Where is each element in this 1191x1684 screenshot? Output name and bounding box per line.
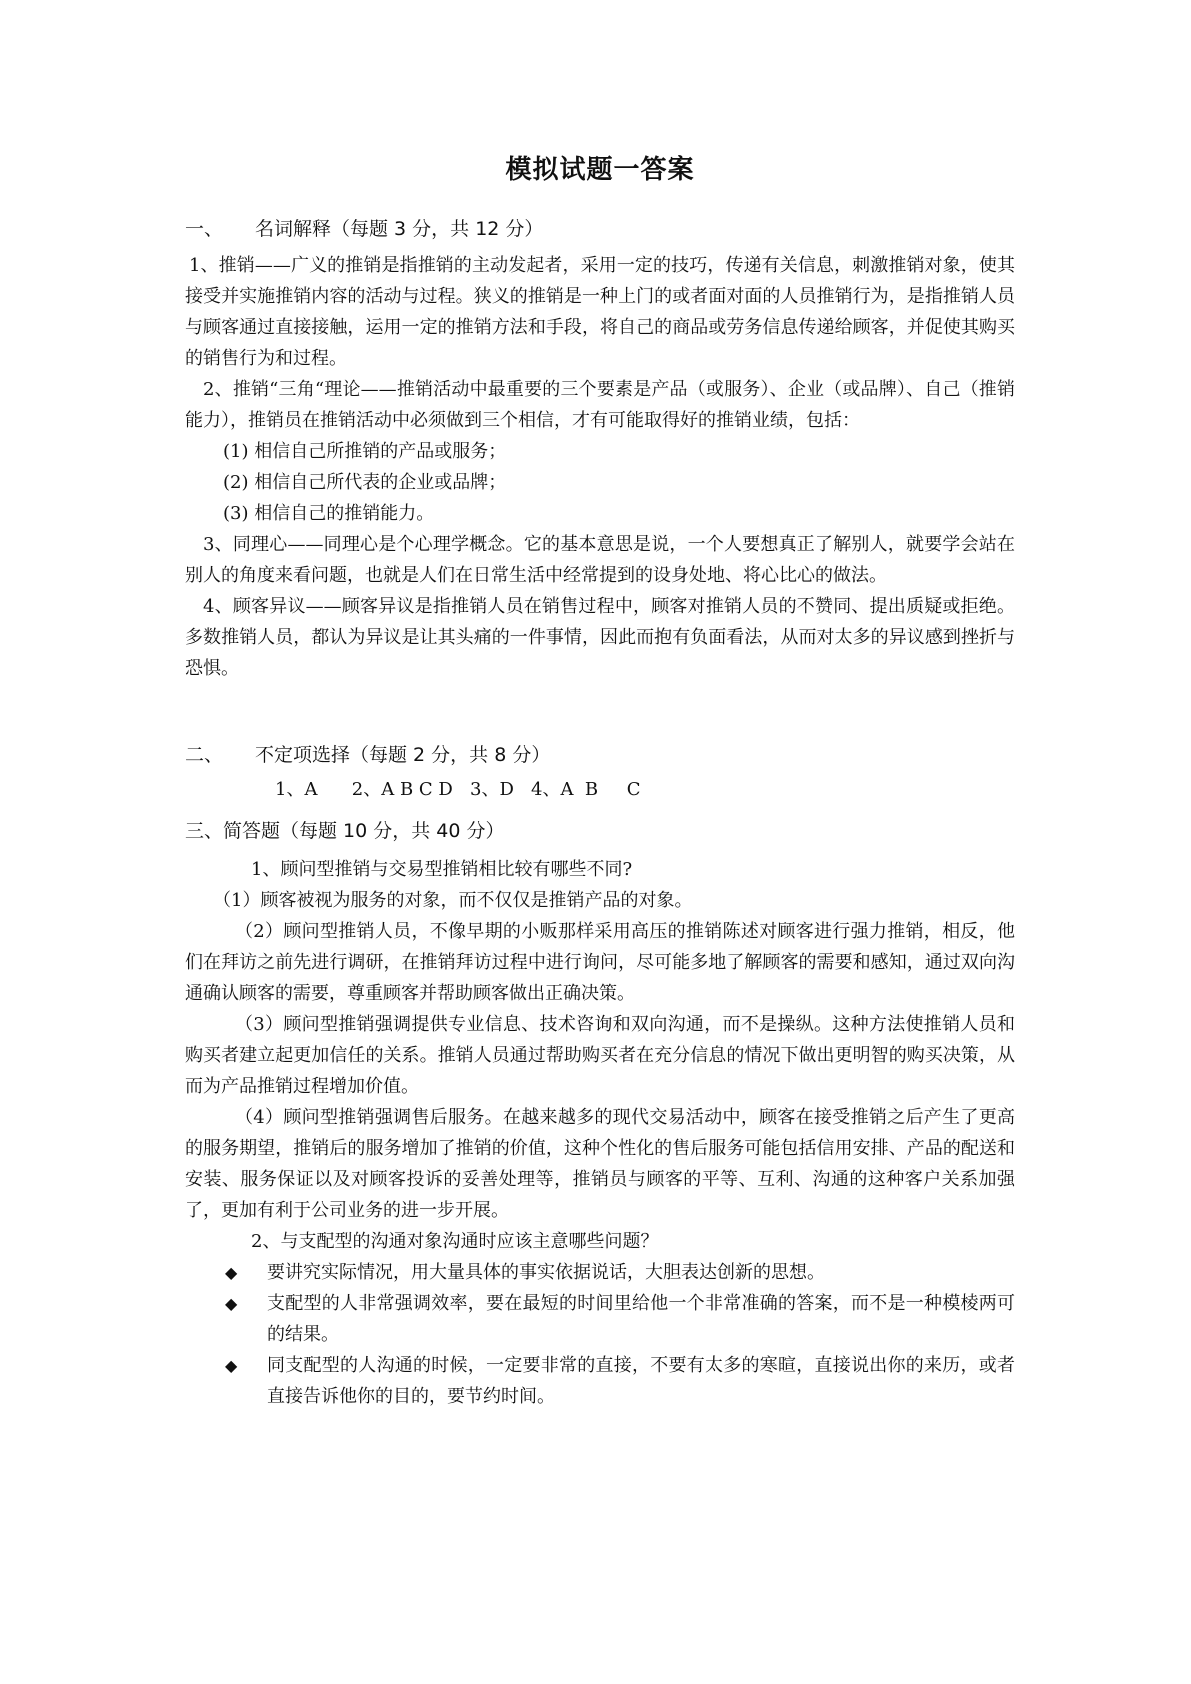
question-1-point-2: （2）顾问型推销人员，不像早期的小贩那样采用高压的推销陈述对顾客进行强力推销，相反，他们在拜访之前先进行调研，在推销拜访过程中进行询问，尽可能多地了解顾客的需要和感知，通过双向沟通确认顾客的需要，尊重顾客并帮助顾客做出正确决策。 <box>185 921 1015 1004</box>
term-1-paragraph: 1、推销——广义的推销是指推销的主动发起者，采用一定的技巧，传递有关信息，刺激推销对象，使其接受并实施推销内容的活动与过程。狭义的推销是一种上门的或者面对面的人员推销行为，是指推销人员与顾客通过直接接触，运用一定的推销方法和手段，将自己的商品或劳务信息传递给顾客，并促使其购买的销售行为和过程。 <box>185 255 1015 369</box>
bullet-item-3 <box>185 1350 1015 1412</box>
section-1-number: 一、 <box>185 218 224 240</box>
question-1-point-3: （3）顾问型推销强调提供专业信息、技术咨询和双向沟通，而不是操纵。这种方法使推销人员和购买者建立起更加信任的关系。推销人员通过帮助购买者在充分信息的情况下做出更明智的购买决策，从而为产品推销过程增加价值。 <box>185 1014 1015 1097</box>
section-2-number: 二、 <box>185 744 224 766</box>
bullet-item-2 <box>185 1288 1015 1350</box>
term-2-item-3: (3) 相信自己的推销能力。 <box>223 503 435 524</box>
term-2-item-2: (2) 相信自己所代表的企业或品牌； <box>223 472 507 493</box>
question-1-title: 1、顾问型推销与交易型推销相比较有哪些不同? <box>251 859 633 880</box>
diamond-bullet-icon: ◆ <box>225 1294 238 1313</box>
question-1-point-4: （4）顾问型推销强调售后服务。在越来越多的现代交易活动中，顾客在接受推销之后产生了更高的服务期望，推销后的服务增加了推销的价值，这种个性化的售后服务可能包括信用安排、产品的配送和安装、服务保证以及对顾客投诉的妥善处理等，推销员与顾客的平等、互利、沟通的这种客户关系加强了，更加有利于公司业务的进一步开展。 <box>185 1107 1015 1221</box>
diamond-bullet-icon: ◆ <box>225 1356 238 1375</box>
term-2-item-1: (1) 相信自己所推销的产品或服务； <box>223 441 507 462</box>
question-1-point-1: （1）顾客被视为服务的对象，而不仅仅是推销产品的对象。 <box>213 890 693 911</box>
section-2-heading <box>185 740 1015 770</box>
document-title: 模拟试题一答案 <box>505 155 695 185</box>
term-3-paragraph: 3、同理心——同理心是个心理学概念。它的基本意思是说，一个人要想真正了解别人，就要学会站在别人的角度来看问题，也就是人们在日常生活中经常提到的设身处地、将心比心的做法。 <box>185 534 1015 586</box>
section-1-title: 名词解释（每题 3 分，共 12 分） <box>255 218 544 240</box>
diamond-bullet-icon: ◆ <box>225 1263 238 1282</box>
bullet-item-2-text: 支配型的人非常强调效率，要在最短的时间里给他一个非常准确的答案，而不是一种模棱两可的结果。 <box>267 1293 1015 1345</box>
bullet-item-3-text: 同支配型的人沟通的时候，一定要非常的直接，不要有太多的寒暄，直接说出你的来历，或者直接告诉他你的目的，要节约时间。 <box>267 1355 1015 1407</box>
term-2-paragraph: 2、推销“三角“理论——推销活动中最重要的三个要素是产品（或服务）、企业（或品牌）、自己（推销能力），推销员在推销活动中必须做到三个相信，才有可能取得好的推销业绩，包括： <box>185 379 1015 431</box>
document-page <box>185 150 1015 1412</box>
term-4-paragraph: 4、顾客异议——顾客异议是指推销人员在销售过程中，顾客对推销人员的不赞同、提出质疑或拒绝。多数推销人员，都认为异议是让其头痛的一件事情，因此而抱有负面看法，从而对太多的异议感到挫折与恐惧。 <box>185 596 1015 679</box>
question-2-title: 2、与支配型的沟通对象沟通时应该主意哪些问题？ <box>251 1231 659 1252</box>
choice-answers: 1、A 2、A B C D 3、D 4、A B C <box>275 779 641 800</box>
section-2-title: 不定项选择（每题 2 分，共 8 分） <box>255 744 551 766</box>
bullet-item-1-text: 要讲究实际情况，用大量具体的事实依据说话，大胆表达创新的思想。 <box>267 1262 825 1283</box>
section-1-heading <box>185 214 1015 244</box>
bullet-item-1 <box>185 1257 1015 1288</box>
section-3-heading: 三、简答题（每题 10 分，共 40 分） <box>185 820 505 842</box>
